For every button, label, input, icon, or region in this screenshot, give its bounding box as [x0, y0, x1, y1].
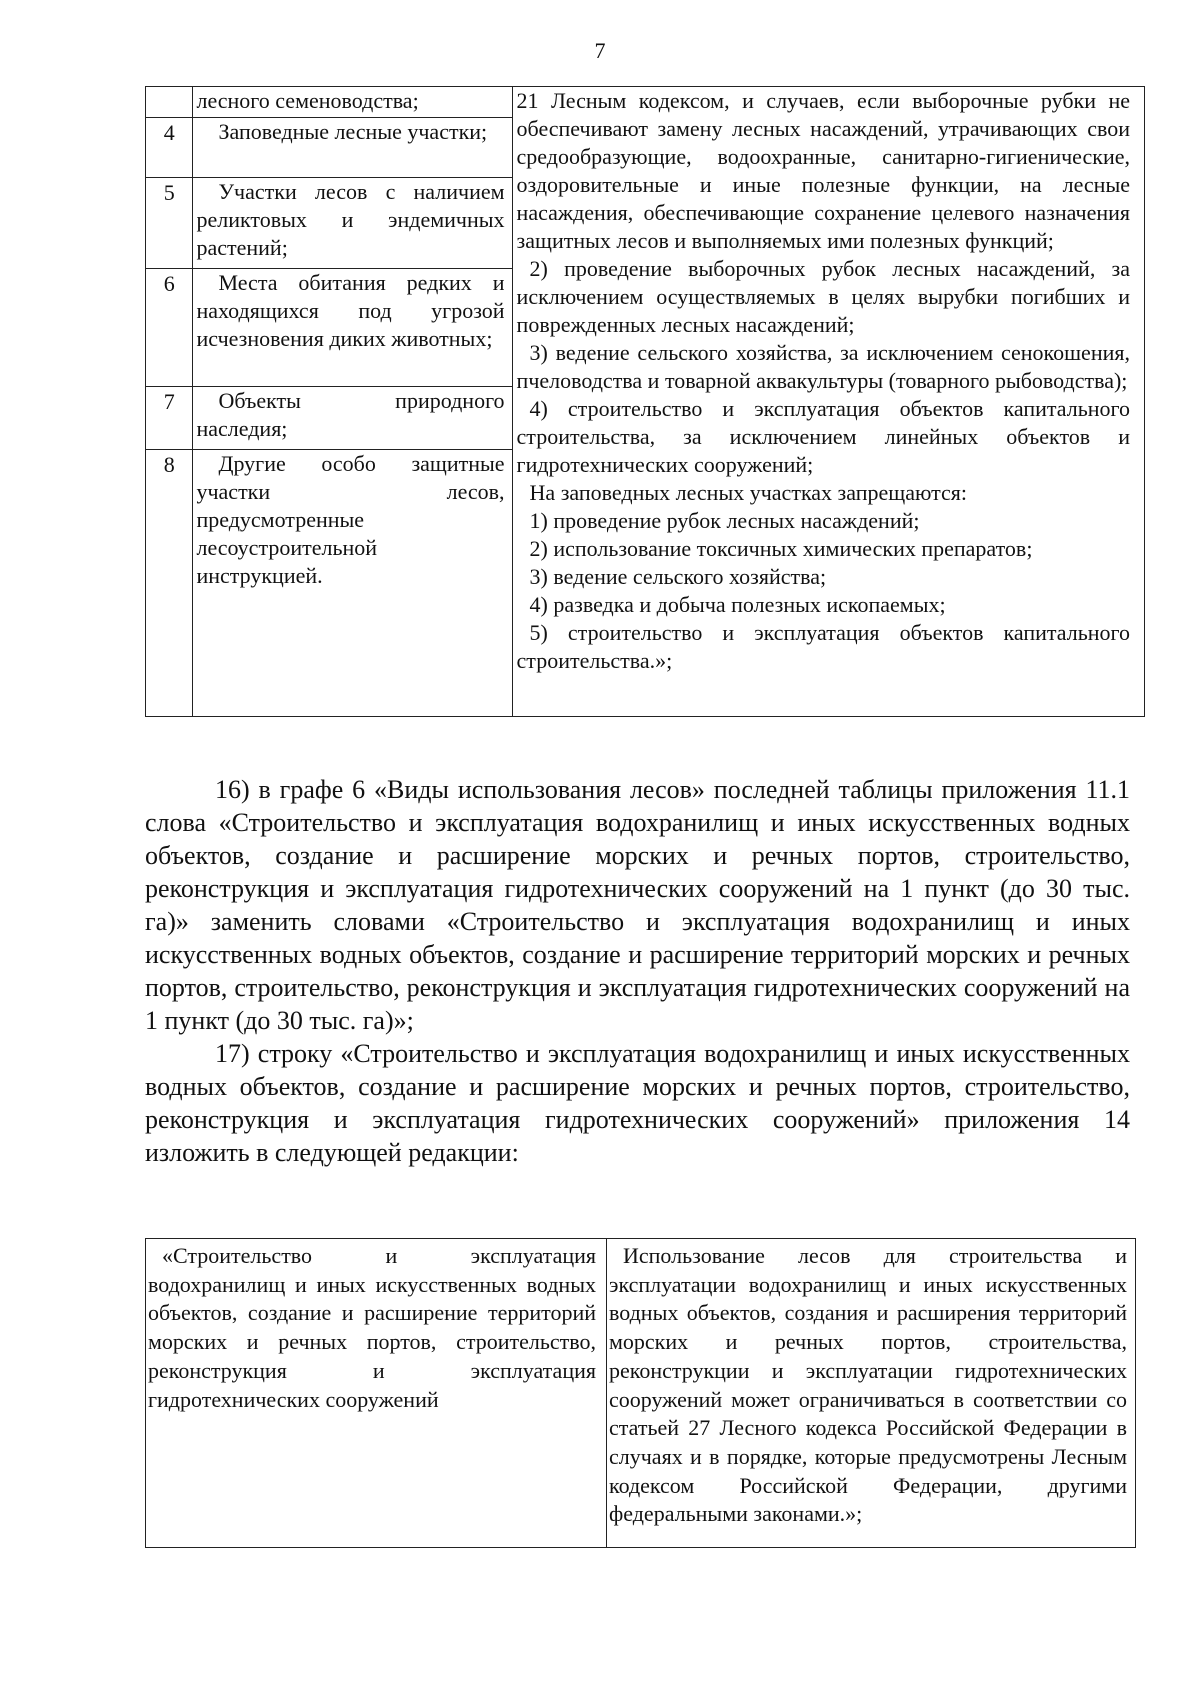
restriction-paragraph: 3) ведение сельского хозяйства; [529, 564, 827, 589]
row-number: 5 [146, 178, 193, 269]
row-number: 7 [146, 387, 193, 450]
category-name: Заповедные лесные участки; [218, 119, 488, 144]
restrictions-cell [512, 87, 1144, 717]
restriction-paragraph: 2) использование токсичных химических препаратов; [529, 536, 1033, 561]
restriction-paragraph: На заповедных лесных участках запрещаются: [529, 480, 967, 505]
restriction-paragraph: 5) строительство и эксплуатация объектов капитального строительства.»; [516, 620, 1130, 673]
table-row [146, 87, 1145, 118]
category-name: Участки лесов с наличием реликтовых и эндемичных растений; [196, 179, 505, 260]
restriction-paragraph: 4) строительство и эксплуатация объектов капитального строительства, за исключением линейных объектов и гидротехнических сооружений; [516, 396, 1130, 477]
table-row [146, 1239, 1136, 1548]
category-name: Другие особо защитные участки лесов, предусмотренные лесоустроительной инструкцией. [196, 451, 505, 588]
paragraph-17: 17) строку «Строительство и эксплуатация водохранилищ и иных искусственных водных объектов, создание и расширение морских и речных портов, строительство, реконструкция и эксплуатация гидротехнических сооружений» приложения 14 изложить в следующей редакции: [145, 1039, 1130, 1167]
activity-type: «Строительство и эксплуатация водохранилищ и иных искусственных водных объектов, создание и расширение территорий морских и речных портов, строительство, реконструкция и эксплуатация гидротехнических сооружений [148, 1243, 596, 1412]
row-number: 8 [146, 450, 193, 597]
restriction-paragraph: 1) проведение рубок лесных насаждений; [529, 508, 920, 533]
restriction-paragraph: 3) ведение сельского хозяйства, за исключением сенокошения, пчеловодства и товарной аквакультуры (товарного рыбоводства); [516, 340, 1130, 393]
category-name: Места обитания редких и находящихся под угрозой исчезновения диких животных; [196, 270, 505, 351]
restriction-paragraph: 2) проведение выборочных рубок лесных насаждений, за исключением осуществляемых в целях вырубки погибших и поврежденных лесных насаждений; [516, 256, 1130, 337]
row-number: 6 [146, 269, 193, 387]
category-name: Объекты природного наследия; [196, 388, 505, 441]
paragraph-16: 16) в графе 6 «Виды использования лесов» последней таблицы приложения 11.1 слова «Строительство и эксплуатация водохранилищ и иных искусственных водных объектов, создание и расширение морских и речных портов, строительство, реконструкция и эксплуатация гидротехнических сооружений на 1 пункт (до 30 тыс. га)» заменить словами «Строительство и эксплуатация водохранилищ и иных искусственных водных объектов, создание и расширение территорий морских и речных портов, строительство, реконструкция и эксплуатация гидротехнических сооружений на 1 пункт (до 30 тыс. га)»; [145, 775, 1130, 1035]
activity-restrictions: Использование лесов для строительства и эксплуатации водохранилищ и иных искусственных водных объектов, создания и расширения территорий морских и речных портов, строительства, реконструкции и эксплуатации гидротехнических сооружений может ограничиваться в соответствии со статьей 27 Лесного кодекса Российской Федерации в случаях и в порядке, которые предусмотрены Лесным кодексом Российской Федерации, другими федеральными законами.»; [609, 1243, 1127, 1527]
row-number: 4 [146, 118, 193, 178]
amendment-text [145, 773, 1130, 1169]
row-number [146, 87, 193, 118]
category-name: лесного семеноводства; [193, 87, 512, 118]
restriction-paragraph: 21 Лесным кодексом, и случаев, если выборочные рубки не обеспечивают замену лесных насаждений, утрачивающих свои средообразующие, водоохранные, санитарно-гигиенические, оздоровительные и иные полезные функции, на лесные насаждения, обеспечивающие сохранение целевого назначения защитных лесов и выполняемых ими полезных функций; [516, 88, 1130, 253]
replacement-table [145, 1238, 1136, 1548]
restriction-paragraph: 4) разведка и добыча полезных ископаемых; [529, 592, 946, 617]
page-number: 7 [594, 38, 606, 63]
protective-forests-table [145, 86, 1145, 717]
